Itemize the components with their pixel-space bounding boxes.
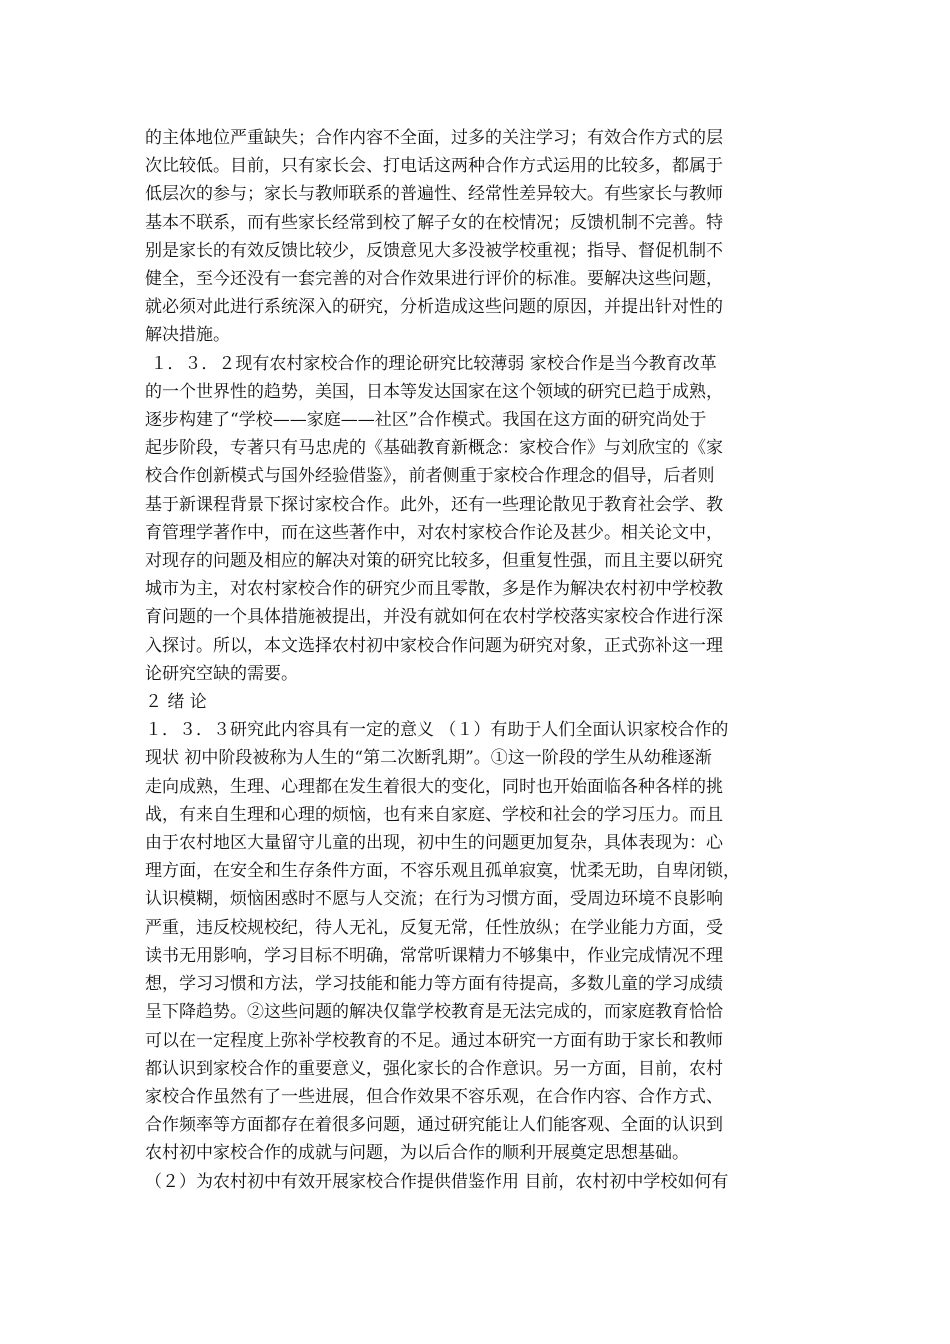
text-line: 城市为主，对农村家校合作的研究少而且零散，多是作为解决农村初中学校教 — [145, 579, 723, 600]
subsection-heading-2: （２）为农村初中有效开展家校合作提供借鉴作用 目前，农村初中学校如何有 — [145, 1171, 729, 1192]
text-line: 由于农村地区大量留守儿童的出现，初中生的问题更加复杂，具体表现为：心 — [145, 833, 723, 854]
section-heading-1-3-3: １．３．３研究此内容具有一定的意义 （１）有助于人们全面认识家校合作的 — [145, 720, 729, 741]
text-line: 逐步构建了“学校——家庭——社区”合作模式。我国在这方面的研究尚处于 — [145, 410, 707, 431]
text-line: 解决措施。 — [145, 325, 230, 346]
text-line: 别是家长的有效反馈比较少，反馈意见大多没被学校重视；指导、督促机制不 — [145, 240, 723, 261]
text-line: 的一个世界性的趋势，美国，日本等发达国家在这个领域的研究已趋于成熟， — [145, 381, 723, 402]
text-line: 健全，至今还没有一套完善的对合作效果进行评价的标准。要解决这些问题， — [145, 269, 723, 290]
text-line: 认识模糊，烦恼困惑时不愿与人交流；在行为习惯方面，受周边环境不良影响 — [145, 889, 723, 910]
text-line: 想，学习习惯和方法，学习技能和能力等方面有待提高，多数儿童的学习成绩 — [145, 974, 723, 995]
text-line: 对现存的问题及相应的解决对策的研究比较多，但重复性强，而且主要以研究 — [145, 551, 723, 572]
text-line: 合作频率等方面都存在着很多问题，通过研究能让人们能客观、全面的认识到 — [145, 1115, 723, 1136]
text-line: 低层次的参与；家长与教师联系的普遍性、经常性差异较大。有些家长与教师 — [145, 184, 723, 205]
text-line: 理方面，在安全和生存条件方面，不容乐观且孤单寂寞，忧柔无助，自卑闭锁， — [145, 861, 740, 882]
text-line: 起步阶段，专著只有马忠虎的《基础教育新概念：家校合作》与刘欣宝的《家 — [145, 438, 723, 459]
text-line: 都认识到家校合作的重要意义，强化家长的合作意识。另一方面，目前，农村 — [145, 1058, 723, 1079]
text-line: 校合作创新模式与国外经验借鉴》，前者侧重于家校合作理念的倡导，后者则 — [145, 466, 715, 487]
text-line: 次比较低。目前，只有家长会、打电话这两种合作方式运用的比较多，都属于 — [145, 156, 723, 177]
text-line: 基本不联系，而有些家长经常到校了解子女的在校情况；反馈机制不完善。特 — [145, 212, 723, 233]
text-line: 呈下降趋势。②这些问题的解决仅靠学校教育是无法完成的，而家庭教育恰恰 — [145, 1002, 723, 1023]
text-line: 就必须对此进行系统深入的研究，分析造成这些问题的原因，并提出针对性的 — [145, 297, 723, 318]
text-line: 育管理学著作中，而在这些著作中，对农村家校合作论及甚少。相关论文中， — [145, 522, 723, 543]
document-body — [145, 124, 805, 1196]
text-line: 严重，违反校规校纪，待人无礼，反复无常，任性放纵；在学业能力方面，受 — [145, 917, 723, 938]
text-line: 走向成熟，生理、心理都在发生着很大的变化，同时也开始面临各种各样的挑 — [145, 776, 723, 797]
text-line: 入探讨。所以，本文选择农村初中家校合作问题为研究对象，正式弥补这一理 — [145, 635, 723, 656]
text-line: 读书无用影响，学习目标不明确，常常听课精力不够集中，作业完成情况不理 — [145, 945, 723, 966]
text-line: 战，有来自生理和心理的烦恼，也有来自家庭、学校和社会的学习压力。而且 — [145, 804, 723, 825]
chapter-header: ２ 绪 论 — [145, 692, 207, 713]
text-line: 基于新课程背景下探讨家校合作。此外，还有一些理论散见于教育社会学、教 — [145, 494, 723, 515]
section-heading-1-3-2: １．３．２现有农村家校合作的理论研究比较薄弱 家校合作是当今教育改革 — [145, 353, 717, 374]
text-line: 育问题的一个具体措施被提出，并没有就如何在农村学校落实家校合作进行深 — [145, 607, 723, 628]
text-line: 现状 初中阶段被称为人生的“第二次断乳期”。①这一阶段的学生从幼稚逐渐 — [145, 748, 712, 769]
text-line: 的主体地位严重缺失；合作内容不全面，过多的关注学习；有效合作方式的层 — [145, 128, 723, 148]
text-line: 可以在一定程度上弥补学校教育的不足。通过本研究一方面有助于家长和教师 — [145, 1030, 723, 1051]
text-line: 家校合作虽然有了一些进展，但合作效果不容乐观，在合作内容、合作方式、 — [145, 1086, 723, 1107]
text-line: 农村初中家校合作的成就与问题，为以后合作的顺利开展奠定思想基础。 — [145, 1143, 689, 1164]
text-line: 论研究空缺的需要。 — [145, 663, 298, 684]
